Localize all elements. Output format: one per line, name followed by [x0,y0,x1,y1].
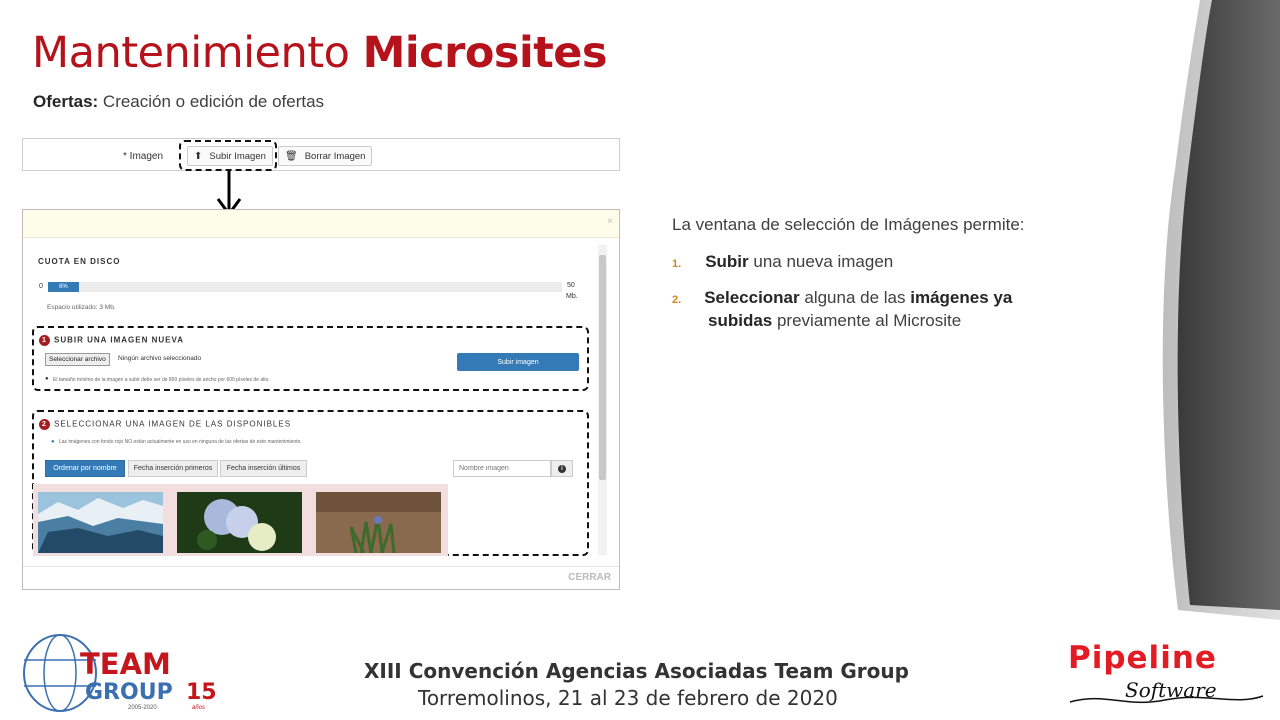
quota-max: 50 [567,282,575,289]
upload-size-note: El tamaño mínimo de la imagen a subir debe ser de 800 píxeles de ancho por 600 píxeles de alto. [53,377,270,383]
scrollbar-thumb[interactable] [599,255,606,480]
close-icon[interactable]: × [607,216,613,227]
upload-button-highlight [179,140,277,171]
quota-heading: CUOTA EN DISCO [38,257,121,266]
gallery-image-hydrangea[interactable] [177,492,302,553]
choose-file-button[interactable]: Seleccionar archivo [45,353,110,366]
image-selection-dialog [22,209,620,590]
explanation-item-1: 1. Subir una nueva imagen [672,252,894,271]
image-name-search-input[interactable] [453,460,551,477]
info-icon: ● [51,439,55,445]
explanation-item-2-cont: subidas previamente al Microsite [708,311,962,330]
dialog-header [23,210,619,238]
trash-icon: 🗑 [285,150,298,162]
info-icon: i [558,465,566,473]
sort-by-name-tab[interactable]: Ordenar por nombre [45,460,125,477]
slide-subtitle: Ofertas: Creación o edición de ofertas [33,92,325,111]
gallery-image-plant[interactable] [316,492,441,553]
footer-event-title: XIII Convención Agencias Asociadas Team Group [364,659,909,683]
image-field-bar [22,138,620,171]
gallery-image-glacier[interactable] [38,492,163,553]
submit-image-button[interactable]: Subir imagen [457,353,579,371]
select-note: Las imágenes con fondo rojo NO están actualmente en uso en ninguna de las ofertas de este mantenimiento. [59,439,302,445]
explanation-intro: La ventana de selección de Imágenes permite: [672,215,1025,234]
select-heading: 2 SELECCIONAR UNA IMAGEN DE LAS DISPONIBLES [39,419,291,430]
pipeline-software-logo: Pipeline Software [1065,640,1265,720]
quota-used: Espacio utilizado: 3 Mb. [47,304,116,311]
dialog-scrollbar[interactable] [598,245,607,555]
search-info-button[interactable] [551,460,573,477]
sort-date-first-tab[interactable]: Fecha inserción primeros [128,460,218,477]
upload-image-button[interactable]: ⬆ Subir Imagen [187,146,273,166]
upload-icon: ⬆ [194,150,203,162]
info-circle-icon: ● [45,376,49,382]
slide-title: Mantenimiento Microsites [32,28,608,78]
quota-progress-bar [48,282,562,292]
delete-image-button[interactable]: 🗑 Borrar Imagen [278,146,372,166]
file-status-text: Ningún archivo seleccionado [118,355,202,362]
close-dialog-button[interactable]: CERRAR [568,572,611,583]
explanation-item-2: 2. Seleccionar alguna de las imágenes ya [672,288,1013,307]
quota-progress-fill: 6% [48,282,79,292]
quota-min: 0 [39,283,43,290]
sort-date-last-tab[interactable]: Fecha inserción últimos [220,460,307,477]
dialog-footer-divider [23,566,619,567]
image-field-label: * Imagen [123,151,164,162]
decorative-side-shapes [1160,0,1280,620]
upload-heading: 1 SUBIR UNA IMAGEN NUEVA [39,335,184,346]
quota-max-unit: Mb. [566,293,578,300]
footer-event-place: Torremolinos, 21 al 23 de febrero de 2020 [418,686,838,710]
team-group-logo: TEAM GROUP 15 2005-2020 años [20,630,220,720]
